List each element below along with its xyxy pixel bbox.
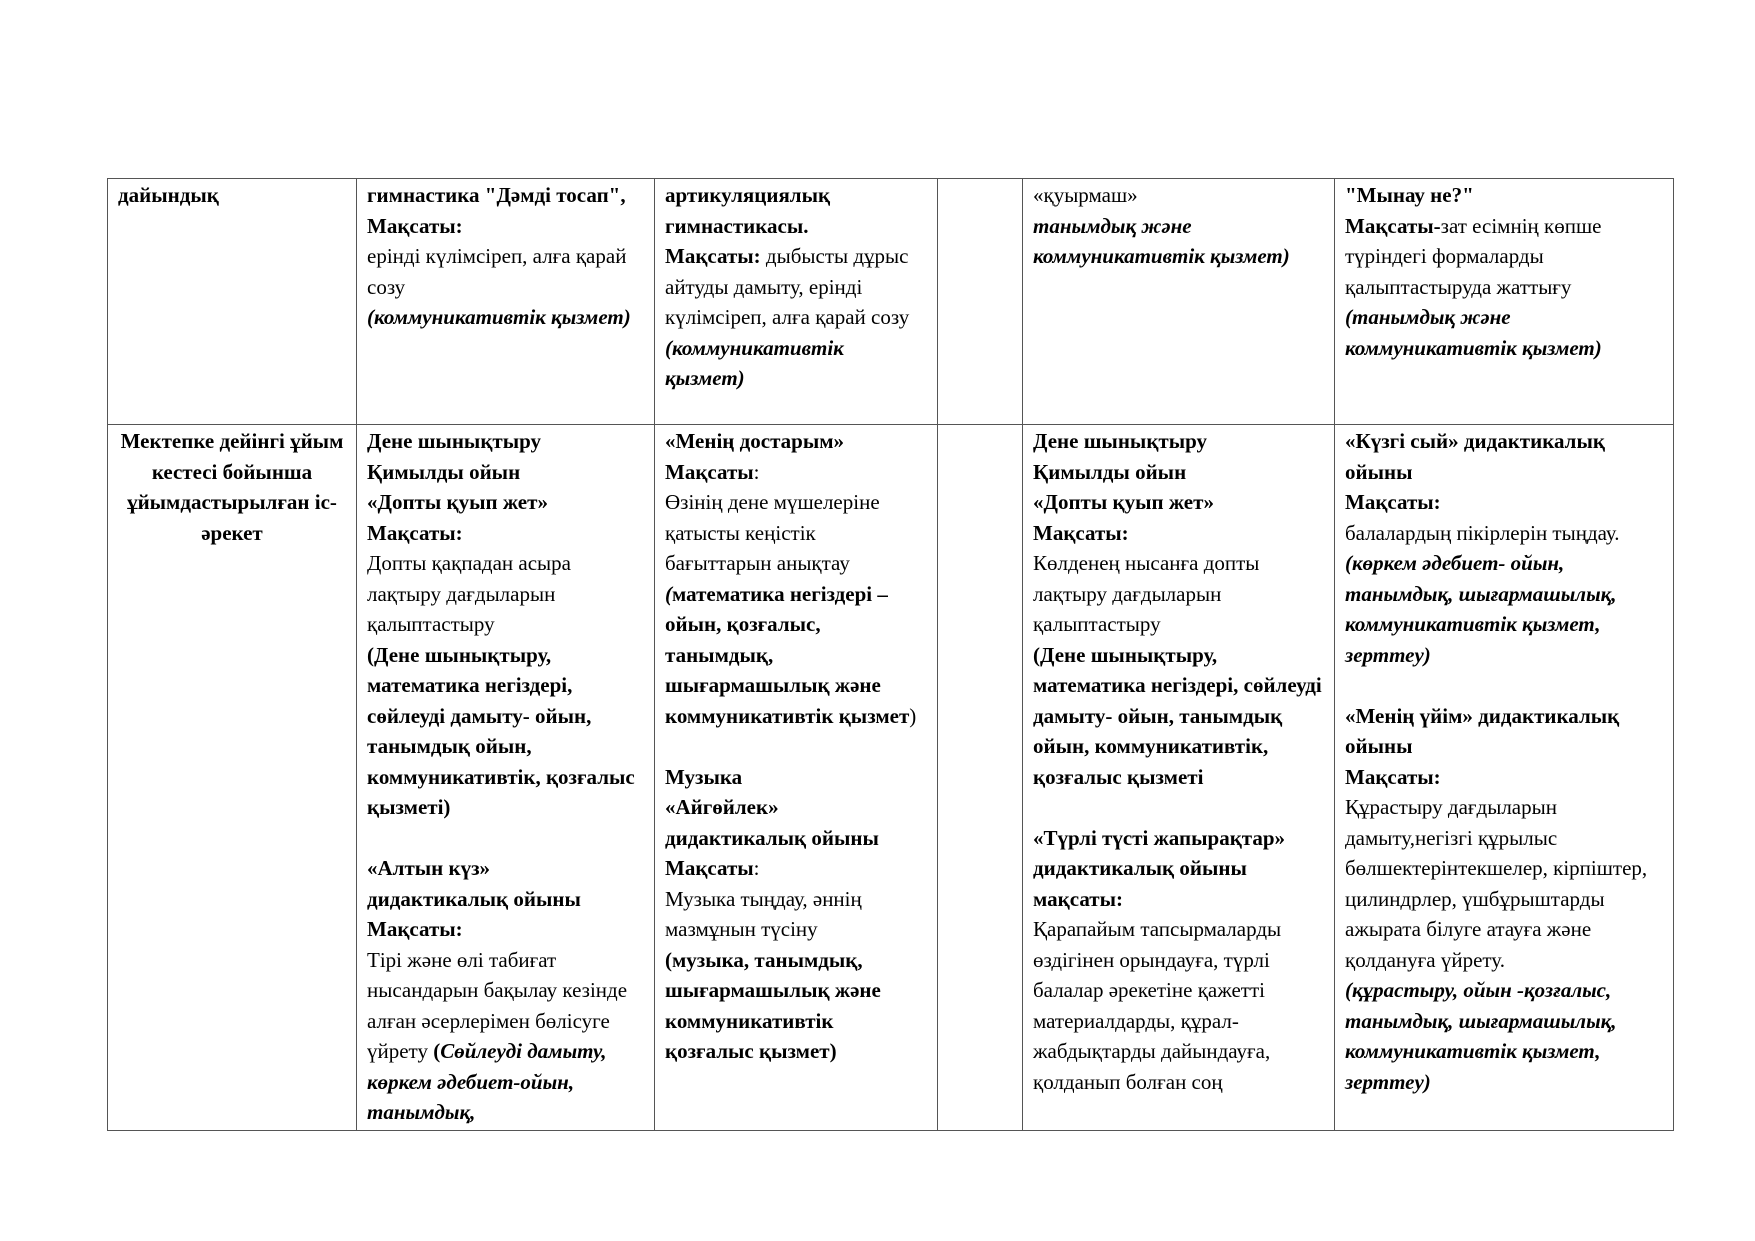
- activity-title: "Мынау не?": [1345, 183, 1474, 207]
- goal-text: Музыка тыңдау, әннің мазмұнын түсіну: [665, 886, 862, 941]
- goal-text: балалардың пікірлерін тыңдау.: [1345, 520, 1620, 545]
- game-name: «Менің үйім» дидактикалық ойыны: [1345, 703, 1620, 758]
- activity-subtitle: дидактикалық ойыны: [367, 886, 581, 911]
- spacer: [1345, 670, 1663, 701]
- cell-row2-col1: [108, 425, 357, 1131]
- activity-type-tag: (танымдық және коммуникативтік қызмет): [1345, 305, 1602, 360]
- activity-type-tag: (коммуникативтік қызмет): [665, 335, 844, 390]
- goal-label: мақсаты:: [1033, 886, 1123, 911]
- cell-row1-col6: [1335, 179, 1674, 425]
- activity-type-tag: (коммуникативтік қызмет): [367, 305, 631, 329]
- goal-colon: :: [753, 459, 760, 484]
- activity-type-tag: танымдық және коммуникативтік қызмет): [1033, 213, 1290, 268]
- goal-text: зат есімнің көпше түріндегі формаларды қалыптастыруда жаттығу: [1345, 213, 1602, 299]
- game-name: «Допты қуып жет»: [367, 490, 548, 514]
- activity-type-tag: (құрастыру, ойын -қозғалыс, танымдық, шығармашылық, коммуникативтік қызмет, зерттеу): [1345, 978, 1617, 1094]
- goal-text: Тірі және өлі табиғат нысандарын бақылау кезінде алған әсерлерімен бөлісуге үйрету: [367, 947, 628, 1063]
- cell-row1-col3: [655, 179, 938, 425]
- goal-label: Мақсаты: [665, 459, 754, 484]
- activity-subtitle: Қимылды ойын: [367, 459, 521, 484]
- cell-row1-col4: [938, 179, 1023, 425]
- activity-plan-table: [107, 178, 1674, 1131]
- activity-type-tag: Сөйлеуді дамыту, көркем әдебиет-ойын, танымдық,: [367, 1039, 607, 1124]
- activity-subtitle: дидактикалық ойыны: [1033, 856, 1247, 880]
- goal-label: Мақсаты:: [1345, 764, 1441, 789]
- activity-title: «қуырмаш»: [1033, 183, 1138, 207]
- cell-row2-col2: [357, 425, 655, 1131]
- table-row: [108, 179, 1674, 425]
- spacer: [367, 823, 644, 854]
- activity-title: Музыка: [665, 764, 743, 789]
- activity-subtitle: дидактикалық ойыны: [665, 825, 879, 850]
- activity-type-tag: математика негіздері – ойын, қозғалыс, танымдық, шығармашылық және коммуникативтік қызмет: [665, 581, 910, 728]
- goal-text: Өзінің дене мүшелеріне қатысты кеңістік бағыттарын анықтау: [665, 490, 880, 575]
- activity-title: артикуляциялық гимнастикасы.: [665, 183, 831, 238]
- activity-title: Дене шынықтыру: [367, 429, 542, 453]
- cell-row2-col3: [655, 425, 938, 1131]
- goal-text: Көлденең нысанға допты лақтыру дағдыларын қалыптастыру: [1033, 551, 1260, 636]
- goal-label: Мақсаты:: [367, 520, 463, 545]
- cell-row1-col1: [108, 179, 357, 425]
- cell-row2-col4: [938, 425, 1023, 1131]
- tag-close: ): [909, 703, 917, 728]
- activity-type-tag: (Дене шынықтыру, математика негіздері, сөйлеуді дамыту- ойын, танымдық ойын, коммуникативтік, қозғалыс қызметі): [367, 642, 635, 819]
- row-label: Мектепке дейінгі ұйым кестесі бойынша ұйымдастырылған іс-әрекет: [120, 429, 344, 545]
- activity-type-tag: (Дене шынықтыру, математика негіздері, сөйлеуді дамыту- ойын, танымдық ойын, коммуникативтік, қозғалыс қызметі: [1033, 642, 1322, 789]
- game-name: «Түрлі түсті жапырақтар»: [1033, 825, 1286, 850]
- activity-title: гимнастика "Дәмді тосап",: [367, 183, 626, 207]
- goal-label: Мақсаты:: [367, 213, 463, 238]
- goal-line: [665, 853, 927, 884]
- goal-paragraph: [367, 948, 627, 1125]
- game-name: «Менің достарым»: [665, 429, 845, 453]
- spacer: [1033, 792, 1324, 823]
- goal-label: Мақсаты:: [665, 244, 761, 268]
- goal-text: Қарапайым тапсырмаларды өздігінен орындауға, түрлі балалар әрекетіне қажетті материалдарды, құрал-жабдықтарды дайындауға, қолданып болған соң: [1033, 917, 1282, 1094]
- cell-row1-col5: [1023, 179, 1335, 425]
- table-row: [108, 425, 1674, 1131]
- tag-open: (: [433, 1039, 441, 1063]
- game-name: «Допты қуып жет»: [1033, 490, 1214, 514]
- cell-text: дайындық: [118, 183, 219, 207]
- game-name: «Айгөйлек»: [665, 795, 779, 819]
- goal-paragraph: [665, 244, 909, 329]
- goal-line: [665, 457, 927, 488]
- cell-row1-col2: [357, 179, 655, 425]
- activity-title: Дене шынықтыру: [1033, 429, 1208, 453]
- activity-subtitle: Қимылды ойын: [1033, 459, 1187, 484]
- game-name: «Алтын күз»: [367, 856, 491, 880]
- goal-text: ерінді күлімсіреп, алға қарай созу: [367, 244, 627, 299]
- goal-text: дыбысты дұрыс айтуды дамыту, ерінді күлімсіреп, алға қарай созу: [665, 244, 910, 329]
- goal-label: Мақсаты:: [1033, 520, 1129, 545]
- goal-colon: :: [753, 856, 760, 880]
- goal-label: Мақсаты:: [1345, 490, 1441, 514]
- goal-text: Допты қақпадан асыра лақтыру дағдыларын қалыптастыру: [367, 551, 571, 636]
- game-name: «Күзгі сый» дидактикалық ойыны: [1345, 429, 1605, 484]
- cell-row2-col5: [1023, 425, 1335, 1131]
- cell-row2-col6: [1335, 425, 1674, 1131]
- goal-label: Мақсаты: [665, 856, 754, 880]
- goal-text: Құрастыру дағдыларын дамыту,негізгі құрылыс бөлшектерінтекшелер, кірпіштер, цилиндрлер, үшбұрыштарды ажырата білуге атауға және қолдануға үйрету.: [1345, 795, 1648, 972]
- activity-type-tag: (көркем әдебиет- ойын, танымдық, шығармашылық, коммуникативтік қызмет, зерттеу): [1345, 551, 1617, 667]
- tag-open: (: [665, 581, 672, 606]
- spacer: [665, 731, 927, 762]
- activity-type-tag: (музыка, танымдық, шығармашылық және коммуникативтік қозғалыс қызмет): [665, 947, 881, 1063]
- goal-label: Мақсаты-: [1345, 213, 1441, 238]
- goal-paragraph: [1345, 214, 1601, 299]
- tag-paragraph: [665, 579, 927, 732]
- goal-label: Мақсаты:: [367, 917, 463, 941]
